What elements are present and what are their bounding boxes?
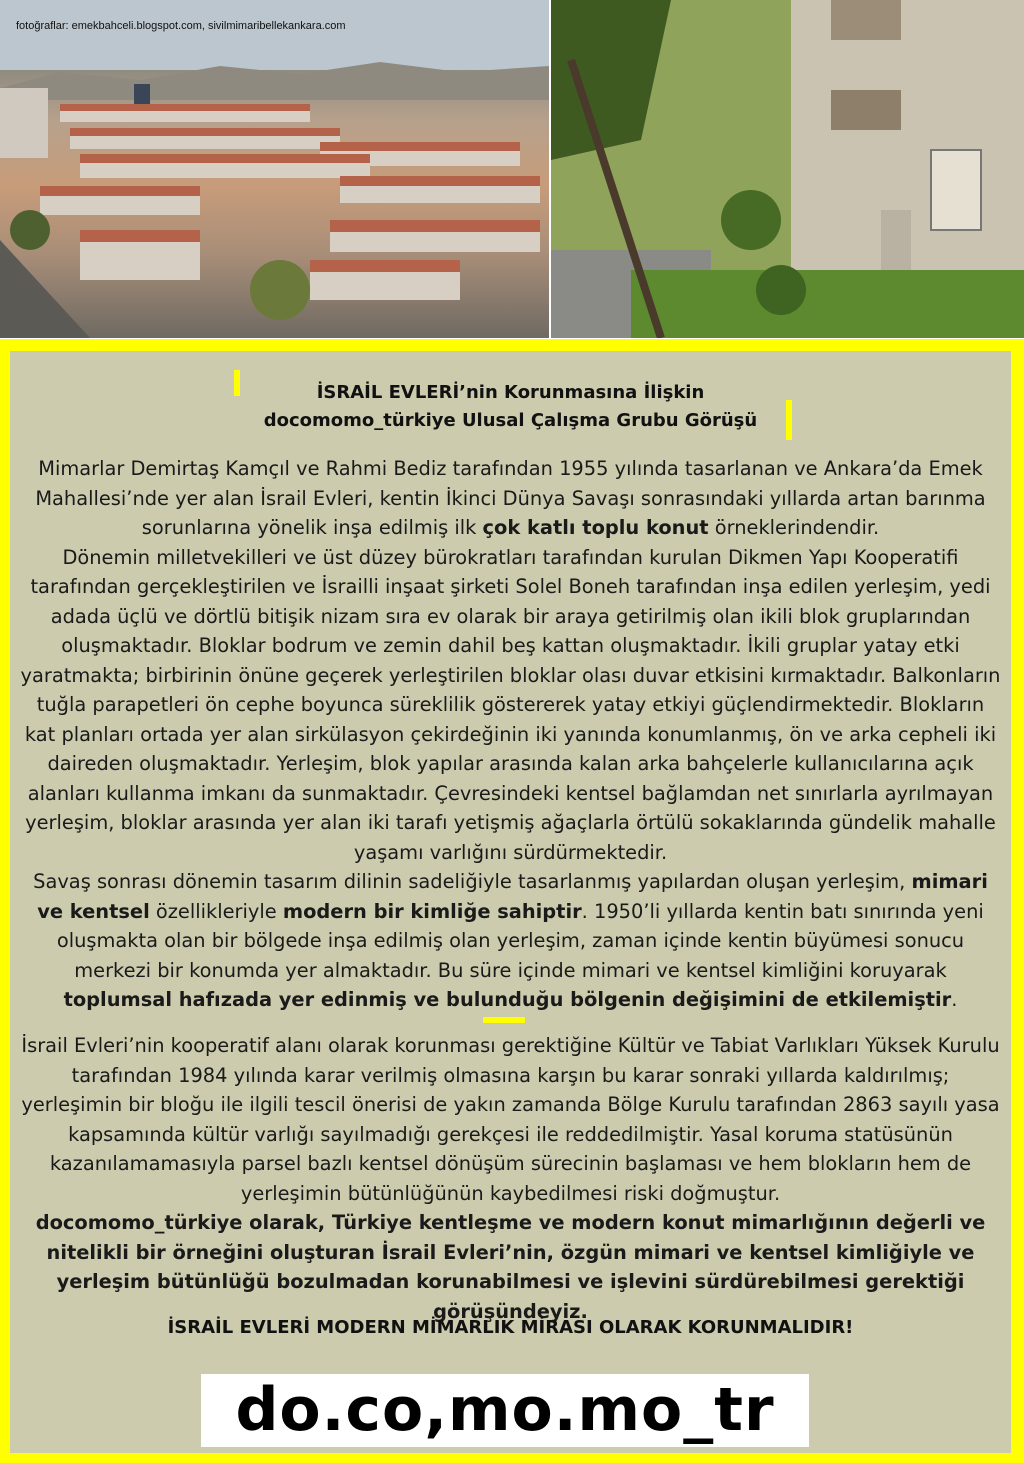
- aerial-photo-illustration: [0, 0, 549, 338]
- paragraph-3-text-g: .: [951, 988, 958, 1011]
- statement-title: [10, 379, 1011, 435]
- paragraph-3-text-c: özellikleriyle: [149, 899, 283, 923]
- paragraph-3-text-a: Savaş sonrası dönemin tasarım dilinin sadeliğiyle tasarlanmış yapılardan oluşan yerleşim,: [33, 870, 912, 893]
- docomomo-logo: [201, 1374, 809, 1447]
- paragraph-3-bold-b: mimari ve kentsel: [37, 870, 988, 923]
- paragraph-3: [20, 867, 1001, 1015]
- statement-body: [10, 351, 1011, 1453]
- street-photo: [551, 0, 1024, 338]
- paragraph-1: [20, 454, 1001, 543]
- paragraph-3-text-e: . 1950’li yıllarda kentin batı sınırında yeni oluşmakta olan bir bölgede inşa edilmiş olan yerleşim, zaman içinde kentin büyümesi sonucu merkezi bir konumda yer almaktadır. Bu süre içinde mimari ve kentsel kimliğini koruyarak: [56, 899, 984, 982]
- statement-panel: [0, 339, 1024, 1463]
- closing-statement: İSRAİL EVLERİ MODERN MİMARLIK MİRASI OLARAK KORUNMALIDIR!: [167, 1317, 854, 1338]
- statement-text-2: [20, 1031, 1001, 1326]
- aerial-photo: [0, 0, 549, 338]
- title-line-2: docomomo_türkiye Ulusal Çalışma Grubu Görüşü: [263, 410, 758, 431]
- paragraph-3-bold-f: toplumsal hafızada yer edinmiş ve bulunduğu bölgenin değişimini de etkilemiştir: [63, 988, 952, 1011]
- paragraph-1-text: Mimarlar Demirtaş Kamçıl ve Rahmi Bediz tarafından 1955 yılında tasarlanan ve Ankara’da Emek Mahallesi’nde yer alan İsrail Evleri, kentin İkinci Dünya Savaşı sonrasındaki yıllarda artan barınma sorunlarına yönelik inşa edilmiş ilk: [35, 457, 986, 539]
- street-photo-illustration: [551, 0, 1024, 338]
- photo-credit: fotoğraflar: emekbahceli.blogspot.com, sivilmimaribellekankara.com: [16, 20, 346, 32]
- section-divider: [483, 1017, 525, 1023]
- paragraph-5: [20, 1208, 1001, 1326]
- paragraph-3-bold-d: modern bir kimliğe sahiptir: [282, 899, 582, 923]
- paragraph-4: İsrail Evleri’nin kooperatif alanı olarak korunması gerektiğine Kültür ve Tabiat Varlıkları Yüksek Kurulu tarafından 1984 yılında karar verilmiş olmasına karşın bu karar sonraki yıllarda kaldırılmış; yerleşimin bir bloğu ile ilgili tescil önerisi de yakın zamanda Bölge Kurulu tarafından 2863 sayılı yasa kapsamında kültür varlığı sayılmadığı gerekçesi ile reddedilmiştir. Yasal koruma statüsünün kazanılamamasıyla parsel bazlı kentsel dönüşüm sürecinin başlaması ve hem blokların hem de yerleşimin bütünlüğünün kaybedilmesi riski doğmuştur.: [21, 1034, 1000, 1205]
- title-line-1: İSRAİL EVLERİ’nin Korunmasına İlişkin: [316, 382, 705, 403]
- paragraph-2: Dönemin milletvekilleri ve üst düzey bürokratları tarafından kurulan Dikmen Yapı Kooperatifi tarafından gerçekleştirilen ve İsrailli inşaat şirketi Solel Boneh tarafından inşa edilen yerleşim, yedi adada üçlü ve dörtlü bitişik nizam sıra ev olarak bir araya getirilmiş olan ikili blok gruplarından oluşmaktadır. Bloklar bodrum ve zemin dahil beş kattan oluşmaktadır. İkili gruplar yatay etki yaratmakta; birbirinin önüne geçerek yerleştirilen bloklar olası duvar etkisini kırmaktadır. Balkonların tuğla parapetleri ön cephe boyunca süreklilik göstererek yatay etkiyi güçlendirmektedir. Blokların kat planları ortada yer alan sirkülasyon çekirdeğinin iki yanında konumlanmış, ön ve arka cepheli iki daireden oluşmaktadır. Yerleşim, blok yapılar arasında kalan arka bahçelerle kullanıcılarına açık alanları kullanma imkanı da sunmaktadır. Çevresindeki kentsel bağlamdan net sınırlarla ayrılmayan yerleşim, bloklar arasında yer alan iki tarafı yetişmiş ağaçlarla örtülü sokaklarında gündelik mahalle yaşamı varlığını sürdürmektedir.: [20, 545, 1001, 864]
- paragraph-1-end: örneklerindendir.: [708, 516, 880, 539]
- statement-text-1: [20, 454, 1001, 1015]
- header-photos: [0, 0, 1024, 338]
- paragraph-1-bold: çok katlı toplu konut: [482, 516, 709, 539]
- paragraph-5-bold: docomomo_türkiye olarak, Türkiye kentleşme ve modern konut mimarlığının değerli ve nitelikli bir örneğini oluşturan İsrail Evleri’nin, özgün mimari ve kentsel kimliğiyle ve yerleşim bütünlüğü bozulmadan korunabilmesi ve işlevini sürdürebilmesi gerektiği görüşündeyiz.: [35, 1211, 986, 1323]
- logo-text: do.co,mo.mo_tr: [235, 1375, 775, 1445]
